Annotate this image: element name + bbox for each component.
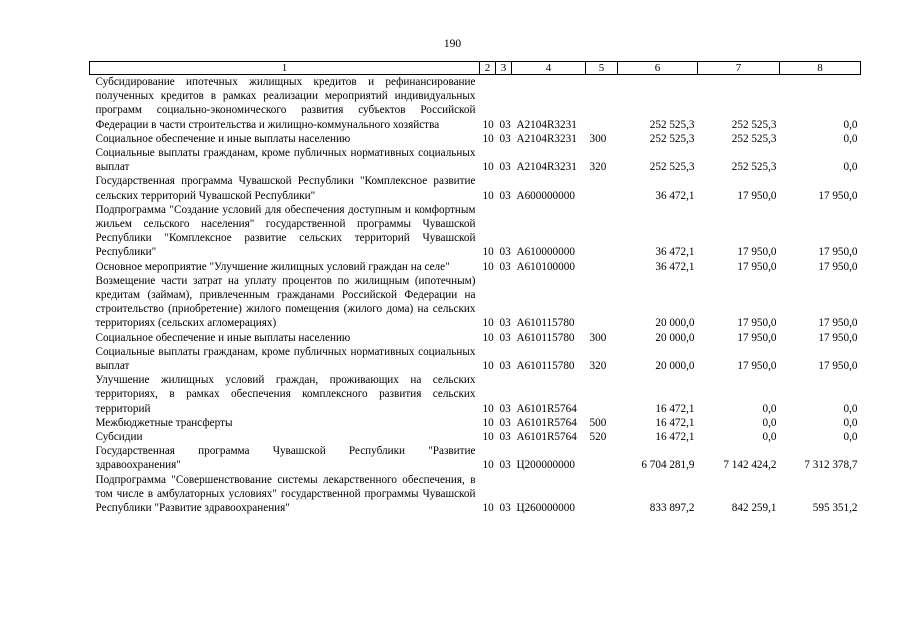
amount-year-2: 17 950,0 [737, 246, 777, 259]
target-article-code: А2104R3231 [516, 118, 577, 131]
subsection-code: 03 [499, 161, 511, 174]
row-description: Подпрограмма "Совершенствование системы лекарственного обеспечения, в том числе в амбулаторных условиях" государственной программы Чувашской Республики "Развитие здравоохранения" [95, 473, 476, 515]
subsection-code: 03 [499, 459, 511, 472]
table-row [90, 75, 861, 132]
amount-year-3: 17 950,0 [818, 317, 858, 330]
target-article-code: А610115780 [516, 360, 575, 373]
subsection-code: 03 [499, 502, 511, 515]
amount-year-1: 16 472,1 [655, 402, 695, 415]
section-code: 10 [482, 189, 494, 202]
section-code: 10 [482, 402, 494, 415]
target-article-code: А2104R3231 [516, 132, 577, 145]
section-code: 10 [482, 459, 494, 472]
amount-year-3: 7 312 378,7 [804, 459, 858, 472]
amount-year-2: 17 950,0 [737, 360, 777, 373]
target-article-code: А2104R3231 [516, 161, 577, 174]
row-description: Государственная программа Чувашской Республики "Развитие здравоохранения" [95, 445, 476, 472]
header-row [90, 62, 861, 75]
section-code: 10 [482, 260, 494, 273]
amount-year-2: 252 525,3 [731, 132, 777, 145]
subsection-code: 03 [499, 132, 511, 145]
target-article-code: А610000000 [516, 246, 575, 259]
table-row [90, 473, 861, 516]
target-article-code: А610100000 [516, 260, 575, 273]
amount-year-2: 252 525,3 [731, 118, 777, 131]
target-article-code: А610115780 [516, 331, 575, 344]
table-row [90, 331, 861, 345]
amount-year-1: 36 472,1 [655, 189, 695, 202]
expense-type-code [586, 75, 618, 132]
target-article-code: А610115780 [516, 317, 575, 330]
row-description: Основное мероприятие "Улучшение жилищных условий граждан на селе" [95, 260, 450, 273]
amount-year-3: 17 950,0 [818, 246, 858, 259]
budget-table [89, 61, 861, 515]
amount-year-3: 0,0 [843, 118, 858, 131]
amount-year-1: 833 897,2 [649, 502, 695, 515]
subsection-code: 03 [499, 317, 511, 330]
expense-type-code [586, 473, 618, 516]
table-row [90, 146, 861, 174]
section-code: 10 [482, 360, 494, 373]
amount-year-1: 20 000,0 [655, 360, 695, 373]
target-article-code: А600000000 [516, 189, 575, 202]
amount-year-2: 7 142 424,2 [723, 459, 777, 472]
table-row [90, 274, 861, 331]
section-code: 10 [482, 132, 494, 145]
row-description: Социальное обеспечение и иные выплаты населению [95, 331, 351, 344]
table-row [90, 430, 861, 444]
header-cell: 7 [698, 62, 780, 75]
header-cell: 2 [480, 62, 496, 75]
expense-type-code [586, 274, 618, 331]
target-article-code: А6101R5764 [516, 402, 577, 415]
header-cell: 4 [512, 62, 586, 75]
subsection-code: 03 [499, 402, 511, 415]
row-description: Субсидии [95, 431, 143, 444]
amount-year-1: 20 000,0 [655, 317, 695, 330]
section-code: 10 [482, 118, 494, 131]
amount-year-2: 17 950,0 [737, 331, 777, 344]
subsection-code: 03 [499, 118, 511, 131]
expense-type-code: 300 [589, 331, 607, 344]
amount-year-1: 36 472,1 [655, 246, 695, 259]
row-description: Подпрограмма "Создание условий для обеспечения доступным и комфортным жильем сельского населения" государственной программы Чувашской Республики "Комплексное развитие сельских территорий Чувашской Республики" [95, 203, 476, 259]
amount-year-1: 16 472,1 [655, 431, 695, 444]
expense-type-code: 320 [589, 360, 607, 373]
amount-year-1: 20 000,0 [655, 331, 695, 344]
expense-type-code: 520 [589, 431, 607, 444]
amount-year-3: 0,0 [843, 161, 858, 174]
section-code: 10 [482, 502, 494, 515]
section-code: 10 [482, 317, 494, 330]
table-row [90, 132, 861, 146]
amount-year-1: 6 704 281,9 [641, 459, 695, 472]
table-row [90, 174, 861, 202]
amount-year-1: 252 525,3 [649, 118, 695, 131]
row-description: Межбюджетные трансферты [95, 416, 233, 429]
amount-year-3: 0,0 [843, 431, 858, 444]
row-description: Субсидирование ипотечных жилищных кредитов и рефинансирование полученных кредитов в рамках реализации мероприятий индивидуальных программ социально-экономического развития субъектов Российской Федерации в части строительства и жилищно-коммунального хозяйства [95, 76, 476, 131]
row-description: Возмещение части затрат на уплату процентов по жилищным (ипотечным) кредитам (займам), привлеченным гражданами Российской Федерации на строительство (приобретение) жилого помещения (жилого дома) на сельских территориях (сельских агломерациях) [95, 274, 476, 330]
amount-year-2: 17 950,0 [737, 317, 777, 330]
subsection-code: 03 [499, 331, 511, 344]
amount-year-1: 252 525,3 [649, 132, 695, 145]
section-code: 10 [482, 161, 494, 174]
amount-year-2: 842 259,1 [731, 502, 777, 515]
amount-year-3: 595 351,2 [812, 502, 858, 515]
amount-year-3: 0,0 [843, 132, 858, 145]
subsection-code: 03 [499, 246, 511, 259]
section-code: 10 [482, 246, 494, 259]
amount-year-2: 0,0 [762, 431, 777, 444]
subsection-code: 03 [499, 360, 511, 373]
expense-type-code [586, 373, 618, 416]
table-row [90, 203, 861, 260]
amount-year-2: 17 950,0 [737, 260, 777, 273]
expense-type-code [586, 260, 618, 274]
amount-year-2: 252 525,3 [731, 161, 777, 174]
amount-year-3: 17 950,0 [818, 360, 858, 373]
row-description: Социальное обеспечение и иные выплаты населению [95, 132, 351, 145]
amount-year-3: 0,0 [843, 416, 858, 429]
amount-year-1: 16 472,1 [655, 416, 695, 429]
expense-type-code [586, 174, 618, 202]
amount-year-2: 17 950,0 [737, 189, 777, 202]
table-row [90, 373, 861, 416]
header-cell: 3 [496, 62, 512, 75]
amount-year-1: 252 525,3 [649, 161, 695, 174]
row-description: Улучшение жилищных условий граждан, проживающих на сельских территориях, в рамках обеспечения комплексного развития сельских территорий [95, 374, 476, 415]
subsection-code: 03 [499, 431, 511, 444]
section-code: 10 [482, 431, 494, 444]
target-article-code: А6101R5764 [516, 431, 577, 444]
table-row [90, 345, 861, 373]
subsection-code: 03 [499, 416, 511, 429]
target-article-code: Ц200000000 [516, 459, 575, 472]
expense-type-code [586, 444, 618, 472]
expense-type-code: 320 [589, 161, 607, 174]
row-description: Государственная программа Чувашской Республики "Комплексное развитие сельских территорий Чувашской Республики" [95, 175, 476, 202]
header-cell: 1 [90, 62, 480, 75]
section-code: 10 [482, 331, 494, 344]
table-row [90, 444, 861, 472]
subsection-code: 03 [499, 189, 511, 202]
target-article-code: Ц260000000 [516, 502, 575, 515]
subsection-code: 03 [499, 260, 511, 273]
amount-year-3: 17 950,0 [818, 260, 858, 273]
amount-year-3: 0,0 [843, 402, 858, 415]
header-cell: 5 [586, 62, 618, 75]
expense-type-code [586, 203, 618, 260]
table-row [90, 416, 861, 430]
amount-year-3: 17 950,0 [818, 189, 858, 202]
expense-type-code: 500 [589, 416, 607, 429]
row-description: Социальные выплаты гражданам, кроме публичных нормативных социальных выплат [95, 147, 476, 174]
amount-year-3: 17 950,0 [818, 331, 858, 344]
amount-year-2: 0,0 [762, 402, 777, 415]
row-description: Социальные выплаты гражданам, кроме публичных нормативных социальных выплат [95, 345, 476, 373]
header-cell: 6 [618, 62, 698, 75]
table-row [90, 260, 861, 274]
amount-year-1: 36 472,1 [655, 260, 695, 273]
target-article-code: А6101R5764 [516, 416, 577, 429]
header-cell: 8 [780, 62, 861, 75]
expense-type-code: 300 [589, 132, 607, 145]
page-number: 190 [443, 38, 462, 50]
section-code: 10 [482, 416, 494, 429]
amount-year-2: 0,0 [762, 416, 777, 429]
